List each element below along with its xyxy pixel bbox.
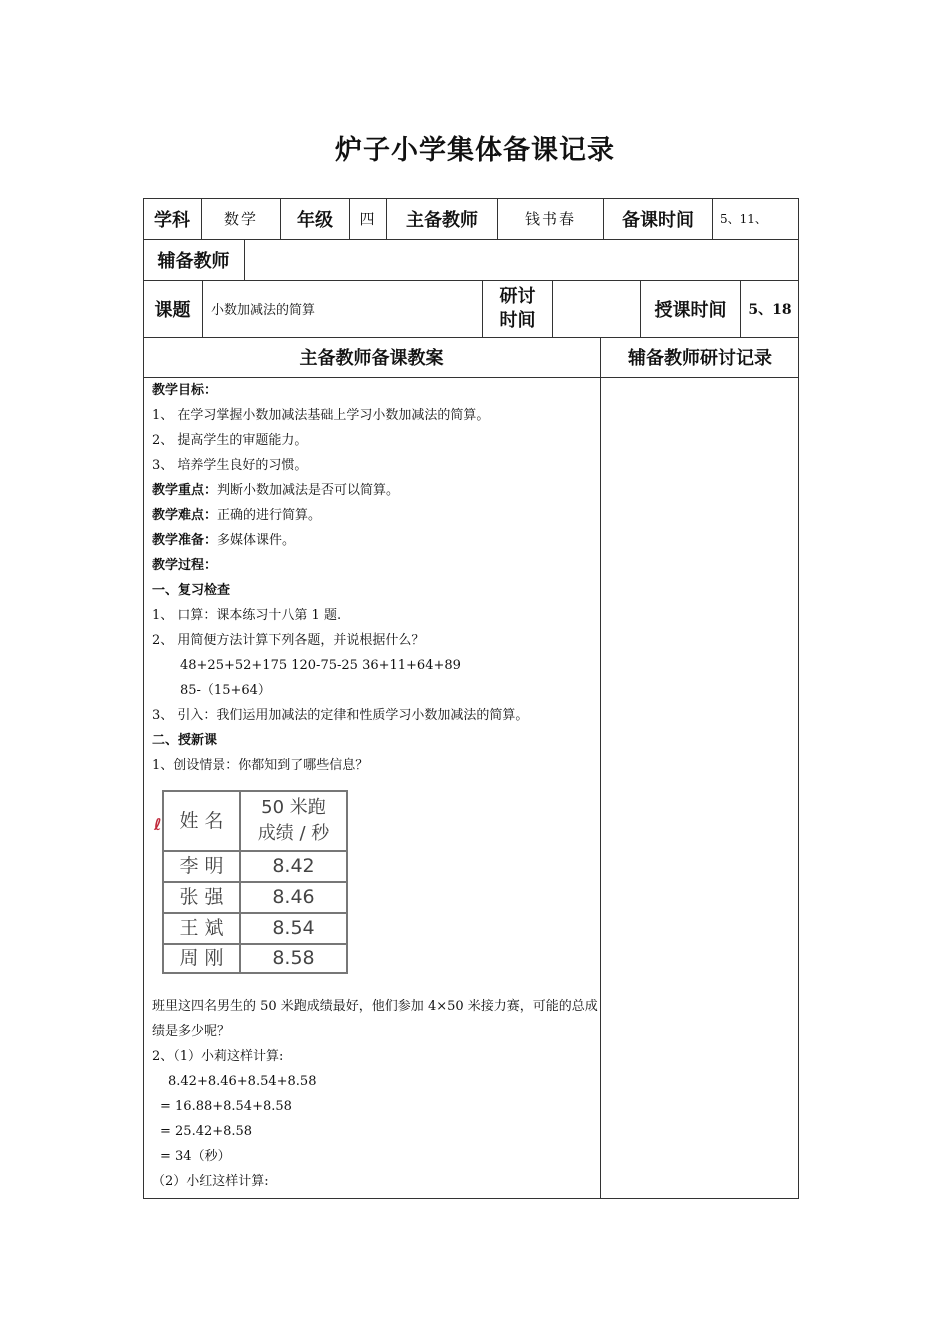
subject-label: 学科 [154, 209, 190, 231]
grade-label: 年级 [297, 209, 333, 231]
key-point-text: 判断小数加减法是否可以简算。 [217, 483, 400, 498]
lead-teacher-value: 钱书春 [524, 210, 576, 228]
calculation-intro: 2、（1）小莉这样计算: [152, 1049, 284, 1064]
red-mark: ℓ [154, 815, 162, 834]
prep-time-label: 备课时间 [622, 209, 694, 231]
col-divider [712, 198, 713, 239]
runner-score: 8.46 [272, 886, 315, 908]
discussion-record-heading: 辅备教师研讨记录 [628, 348, 772, 369]
topic-label: 课题 [154, 299, 191, 321]
goal-item: 2、 提高学生的审题能力。 [152, 433, 308, 448]
question-text: 班里这四名男生的 50 米跑成绩最好，他们参加 4×50 米接力赛，可能的总成绩是多少呢？ [152, 999, 598, 1039]
preparation-text: 多媒体课件。 [217, 533, 296, 548]
topic-value: 小数加减法的简算 [211, 303, 316, 318]
score-table-rule [162, 972, 348, 974]
page-title: 炉子小学集体备课记录 [335, 135, 615, 166]
score-header-line: 成绩 / 秒 [257, 823, 330, 844]
subject-value: 数学 [223, 210, 258, 228]
score-table-image [154, 790, 350, 980]
new-lesson-item: 1、创设情景：你都知到了哪些信息？ [152, 758, 369, 773]
review-item: 1、 口算：课本练习十八第 1 题. [152, 608, 342, 623]
col-divider [600, 337, 601, 1199]
calculation-step: = 34（秒） [160, 1149, 231, 1164]
section-heading: 二、授新课 [152, 733, 218, 748]
review-item: 2、 用简便方法计算下列各题，并说根据什么？ [152, 633, 425, 648]
col-divider [202, 280, 203, 337]
runner-name: 王 斌 [179, 917, 224, 939]
calculation-line: 85-（15+64） [180, 683, 271, 698]
assistant-teacher-value [245, 239, 799, 280]
discussion-time-label [483, 280, 552, 337]
difficulty-label: 教学难点： [152, 508, 218, 523]
review-item: 3、 引入：我们运用加减法的定律和性质学习小数加减法的简算。 [152, 708, 529, 723]
runner-name: 周 刚 [179, 947, 224, 969]
score-header-time [241, 792, 346, 850]
discussion-time-label-line: 时间 [499, 309, 536, 331]
teach-time-value: 5、18 [748, 301, 792, 318]
section-heading: 一、复习检查 [152, 583, 231, 598]
assistant-teacher-label: 辅备教师 [157, 250, 230, 272]
score-table-rule [346, 790, 348, 974]
runner-name: 李 明 [179, 855, 224, 877]
grade-value: 四 [359, 210, 377, 228]
difficulty-text: 正确的进行简算。 [217, 508, 322, 523]
score-table [162, 790, 348, 974]
score-header-line: 50 米跑 [261, 797, 326, 818]
runner-score: 8.58 [272, 947, 315, 969]
calculation-intro: （2）小红这样计算: [152, 1174, 269, 1189]
goal-item: 1、 在学习掌握小数加减法基础上学习小数加减法的简算。 [152, 408, 490, 423]
calculation-step: = 25.42+8.58 [160, 1124, 253, 1139]
calculation-step: 8.42+8.46+8.54+8.58 [168, 1074, 317, 1089]
discussion-time-label-line: 研讨 [499, 285, 536, 307]
prep-time-value: 5、11、 [720, 212, 767, 226]
runner-name: 张 强 [179, 886, 224, 908]
goals-title: 教学目标： [152, 383, 218, 398]
lesson-plan-content [152, 378, 598, 1194]
process-title: 教学过程： [152, 558, 218, 573]
teach-time-label: 授课时间 [654, 299, 727, 321]
lead-teacher-label: 主备教师 [406, 209, 478, 231]
discussion-time-value [553, 280, 640, 337]
score-header-name: 姓 名 [179, 809, 224, 832]
key-point-label: 教学重点： [152, 483, 218, 498]
goal-item: 3、 培养学生良好的习惯。 [152, 458, 308, 473]
preparation-label: 教学准备： [152, 533, 218, 548]
calculation-line: 48+25+52+175 120-75-25 36+11+64+89 [180, 658, 461, 673]
runner-score: 8.42 [272, 855, 315, 877]
lesson-plan-heading: 主备教师备课教案 [299, 348, 444, 369]
calculation-step: = 16.88+8.54+8.58 [160, 1099, 292, 1114]
runner-score: 8.54 [272, 917, 315, 939]
